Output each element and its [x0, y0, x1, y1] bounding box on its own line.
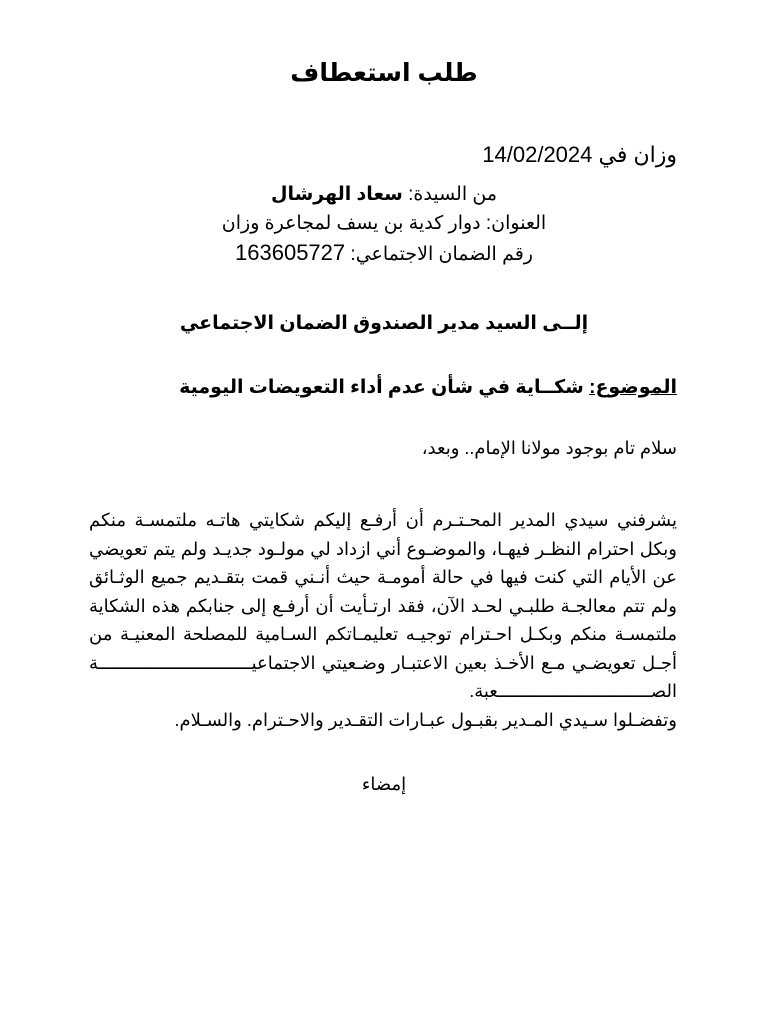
- sender-ss-number: 163605727: [235, 240, 346, 265]
- date-label: وزان في: [598, 142, 677, 167]
- sender-name-row: [0, 180, 768, 209]
- closing-line: وتفضـلوا سـيدي المـدير بقبـول عبـارات التقـدير والاحـترام. والسـلام.: [174, 709, 677, 730]
- subject-line: [179, 376, 677, 399]
- sender-ss-label: رقم الضمان الاجتماعي:: [350, 244, 533, 265]
- sender-address: دوار كدية بن يسف لمجاعرة وزان: [221, 213, 481, 234]
- date-value: 14/02/2024: [482, 142, 593, 167]
- document-title: طلب استعطاف: [290, 59, 478, 87]
- greeting-line: سلام تام بوجود مولانا الإمام.. وبعد،: [421, 438, 677, 458]
- sender-name: سعاد الهرشال: [270, 184, 403, 205]
- recipient-line: إلــى السيد مدير الصندوق الضمان الاجتماعي: [179, 313, 589, 334]
- date-line: [482, 142, 677, 168]
- sender-address-row: [0, 209, 768, 238]
- sender-address-label: العنوان:: [485, 213, 547, 234]
- subject-label: الموضوع:: [589, 377, 677, 398]
- sender-block: [0, 180, 768, 269]
- sender-name-label: من السيدة:: [408, 184, 498, 205]
- body-paragraph: يشرفني سيدي المدير المحـتـرم أن أرفـع إليكم شكايتي هاتـه ملتمسـة منكم وبكل احترام النظـر فيهـا، والموضـوع أني ازداد لي مولـود جديـد ولم يتم تعويضي عن الأيام التي كنت فيها في حالة أمومـة حيث أنـني قمت بتقـديم جميع الوثـائق ولم تتم معالجـة طلبـي لحـد الآن، فقد ارتـأيت أن أرفـع إلى جنابكم هذه الشكاية ملتمسـة منكم وبكـل احـترام توجيـه تعليمـاتكم السـامية للمصلحة المعنيـة من أجـل تعويضـي مـع الأخـذ بعين الاعتبـار وضـعيتي الاجتماعيـــــــــــــــــــــــــــــة الصـــــــــــــــــــــــــــــعبة.: [89, 510, 678, 701]
- letter-body: [89, 506, 677, 734]
- signature-label: إمضاء: [361, 774, 407, 794]
- sender-ss-row: [0, 238, 768, 269]
- subject-text: شكــاية في شأن عدم أداء التعويضات اليومية: [179, 377, 584, 398]
